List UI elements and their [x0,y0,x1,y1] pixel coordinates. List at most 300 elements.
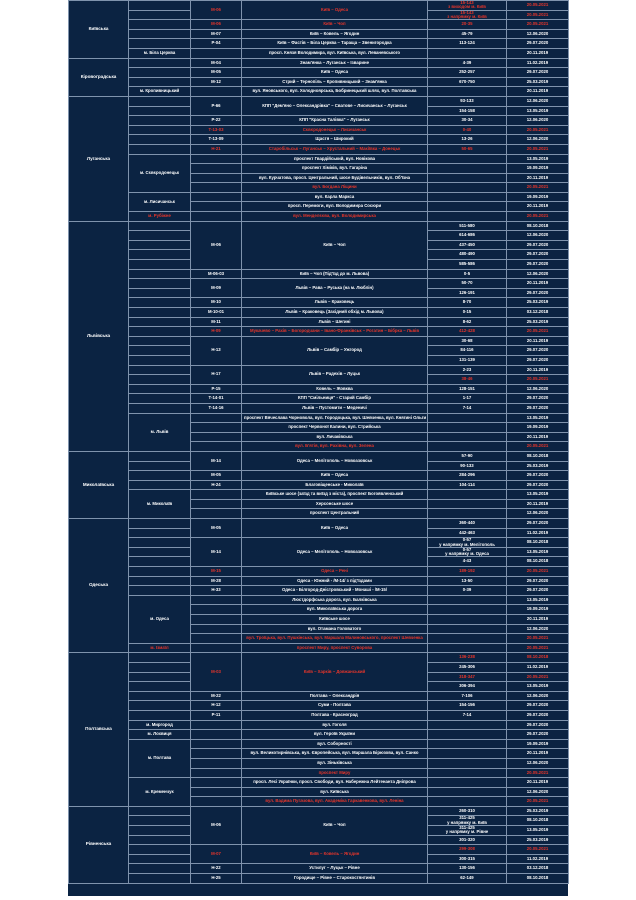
road-code-cell [191,768,242,778]
km-range-cell: 299-308 [428,845,507,855]
date-cell: 20.05.2021 [507,10,569,20]
date-cell: 20.05.2021 [507,183,569,193]
km-range-cell: 1-17 [428,394,507,404]
road-code-cell: М-09 [191,279,242,298]
road-code-cell [191,490,242,500]
km-range-cell: 7-14 [428,710,507,720]
road-code-cell [191,739,242,749]
km-range-cell: 50-70 [428,279,507,289]
city-cell [129,279,191,289]
km-range-cell [428,758,507,768]
city-cell [129,586,191,596]
km-range-cell [428,787,507,797]
date-cell: 20.05.2021 [507,845,569,855]
route-cell: вул. Великотирнівська, вул. Європейська, вул. Маршала Бірюзова, вул. Санко [242,749,428,759]
road-code-cell: М-15 [191,567,242,577]
km-range-cell: 300-315 [428,854,507,864]
date-cell: 19.09.2019 [507,739,569,749]
table-row [69,403,569,413]
road-code-cell [191,499,242,509]
route-cell: проспект Миру [242,768,428,778]
region-cell: Миколаївська [69,451,129,518]
km-range-cell: 412-428 [428,327,507,337]
date-cell: 20.11.2019 [507,778,569,788]
date-cell: 12.06.2020 [507,624,569,634]
city-cell [129,317,191,327]
road-code-cell [191,595,242,605]
km-range-cell [428,413,507,423]
table-row [69,394,569,404]
city-cell [129,1,191,11]
km-range-cell: 15-143 з напрямку м. Київ [428,10,507,20]
city-cell: м. Лисичанськ [129,192,191,211]
km-range-cell: 311-425 у напрямку м. Рівне [428,826,507,836]
route-cell: Устилуг – Луцьк – Рівне [242,864,428,874]
city-cell [129,691,191,701]
region-cell: Львівська [69,221,129,451]
route-cell: Старобільськ – Луганськ – Хрустальний – Макіївка – Донецьк [242,144,428,154]
date-cell: 20.05.2021 [507,375,569,385]
road-code-cell: М-06 [191,221,242,269]
km-range-cell: 4-39 [428,58,507,68]
city-cell: м. Полтава [129,739,191,777]
road-code-cell [191,48,242,58]
km-range-cell: 301-320 [428,835,507,845]
road-code-cell [191,615,242,625]
route-cell: Київ – Ковель – Ягодин [242,29,428,39]
city-cell [129,144,191,154]
route-cell: вул. Героїв України [242,730,428,740]
date-cell: 20.05.2021 [507,768,569,778]
date-cell: 20.05.2021 [507,672,569,682]
road-code-cell [191,423,242,433]
km-range-cell: 0-57 у напрямку м. Одеса [428,547,507,557]
city-cell [129,308,191,318]
km-range-cell [428,730,507,740]
km-range-cell: 7-106 [428,691,507,701]
route-cell: проспект Червоної Калини, вул. Стрийська [242,423,428,433]
date-cell: 08.10.2018 [507,451,569,461]
route-cell: Київ – Чоп [242,221,428,269]
road-code-cell [191,413,242,423]
km-range-cell [428,768,507,778]
date-cell: 13.05.2019 [507,682,569,692]
km-range-cell: 260-310 [428,806,507,816]
city-cell: м. Біла Церква [129,48,191,58]
city-cell [129,231,191,241]
city-cell [129,653,191,663]
date-cell: 12.06.2020 [507,231,569,241]
table-row [69,1,569,11]
city-cell [129,403,191,413]
road-code-cell [191,634,242,644]
table-row [69,68,569,78]
road-code-cell [191,154,242,164]
date-cell: 20.11.2019 [507,48,569,58]
road-code-cell [191,749,242,759]
road-code-cell: М-11 [191,317,242,327]
date-cell: 25.03.2019 [507,461,569,471]
km-range-cell: 126-191 [428,288,507,298]
city-cell [129,662,191,672]
route-cell: Одеса - Южний - /М-14/ з під'їздами [242,576,428,586]
table-row [69,192,569,202]
table-row [69,144,569,154]
city-cell [129,538,191,548]
route-cell: Київ – Одеса [242,68,428,78]
route-cell: Сєвєродонецьк – Лисичанськ [242,125,428,135]
km-range-cell [428,432,507,442]
km-range-cell [428,212,507,222]
city-cell: м. Одеса [129,595,191,643]
km-range-cell: 131-139 [428,355,507,365]
city-cell [129,471,191,481]
km-range-cell: 57-90 [428,451,507,461]
city-cell [129,528,191,538]
route-cell: Полтава – Олександрія [242,691,428,701]
km-range-cell: 0-5 [428,269,507,279]
road-code-cell: М-04 [191,58,242,68]
route-cell: Львів – Рава – Руська (на м. Люблін) [242,279,428,298]
date-cell: 20.05.2021 [507,643,569,653]
date-cell: 13.05.2019 [507,595,569,605]
date-cell: 25.03.2019 [507,835,569,845]
city-cell [129,682,191,692]
route-cell: КПП "Красна Талівка" – Луганськ [242,116,428,126]
road-code-cell: М-06 [191,20,242,30]
km-range-cell: 20-35 [428,20,507,30]
km-range-cell: 306-394 [428,682,507,692]
road-code-cell [191,202,242,212]
road-code-cell [191,797,242,807]
city-cell [129,816,191,826]
table-row [69,451,569,461]
km-range-cell: 154-158 [428,106,507,116]
date-cell: 29.07.2020 [507,720,569,730]
table-row [69,480,569,490]
km-range-cell [428,509,507,519]
city-cell [129,710,191,720]
date-cell: 29.07.2020 [507,346,569,356]
table-row [69,653,569,663]
table-row [69,691,569,701]
date-cell: 12.06.2020 [507,787,569,797]
road-code-cell: Т-13-03 [191,125,242,135]
km-range-cell: 311-425 у напрямку м. Київ [428,816,507,826]
city-cell [129,672,191,682]
km-range-cell: 284-296 [428,471,507,481]
km-range-cell [428,87,507,97]
date-cell: 29.07.2020 [507,355,569,365]
km-range-cell: 0-15 [428,308,507,318]
km-range-cell [428,739,507,749]
city-cell: м. Сєвєродонецьк [129,154,191,192]
table-row [69,221,569,231]
date-cell: 20.05.2021 [507,327,569,337]
date-cell: 20.11.2019 [507,432,569,442]
route-cell: Київське шосе (заїзд та виїзд з міста), проспект Богоявленський [242,490,428,500]
date-cell: 29.07.2020 [507,576,569,586]
city-cell [129,116,191,126]
table-row [69,519,569,529]
route-cell: Знам'янка – Луганськ – Ізварине [242,58,428,68]
road-code-cell: Н-12 [191,701,242,711]
km-range-cell: 245-306 [428,662,507,672]
city-cell [129,298,191,308]
date-cell: 19.09.2019 [507,164,569,174]
km-range-cell [428,490,507,500]
table-row [69,96,569,106]
date-cell: 29.07.2020 [507,260,569,270]
table-row [69,317,569,327]
date-cell: 12.06.2020 [507,758,569,768]
km-range-cell [428,720,507,730]
city-cell [129,384,191,394]
region-cell: Полтавська [69,653,129,807]
date-cell: 20.05.2021 [507,442,569,452]
region-cell: Київська [69,1,129,59]
route-cell: Київ – Чоп [242,20,428,30]
km-range-cell: 30-68 [428,336,507,346]
city-cell [129,327,191,337]
table-row [69,471,569,481]
route-cell: проспект Вячеслава Чорновола, вул. Городоцька, вул. Шевченка, вул. Княгині Ольги [242,413,428,423]
km-range-cell: 585-586 [428,260,507,270]
city-cell: м. Миргород [129,720,191,730]
km-range-cell: 0-40 [428,125,507,135]
km-range-cell: 13-50 [428,576,507,586]
km-range-cell: 189-192 [428,567,507,577]
date-cell: 13.05.2019 [507,106,569,116]
city-cell [129,394,191,404]
city-cell [129,336,191,346]
route-cell: Ковель – Жовква [242,384,428,394]
city-cell: м. Кременчук [129,778,191,807]
table-row [69,586,569,596]
table-row [69,116,569,126]
route-cell: вул. Б'ятія, вул. Рахівна, вул. Зелена [242,442,428,452]
road-code-cell: Н-09 [191,327,242,337]
city-cell [129,845,191,855]
city-cell [129,346,191,356]
km-range-cell: 437-450 [428,240,507,250]
route-cell: Суми - Полтава [242,701,428,711]
table-row [69,643,569,653]
km-range-cell [428,778,507,788]
table-row [69,58,569,68]
road-code-cell: М-03 [191,653,242,691]
km-range-cell: 8-70 [428,298,507,308]
road-code-cell: М-06-03 [191,269,242,279]
city-cell [129,260,191,270]
road-code-cell: М-14 [191,538,242,567]
km-range-cell: 62-149 [428,874,507,884]
km-range-cell [428,624,507,634]
date-cell: 12.06.2020 [507,509,569,519]
table-row [69,384,569,394]
road-code-cell: М-10 [191,298,242,308]
date-cell: 20.05.2021 [507,567,569,577]
route-cell: Львів – Краковець [242,298,428,308]
road-code-cell: М-28 [191,576,242,586]
route-cell: Київське шосе [242,615,428,625]
table-row [69,87,569,97]
table-row [69,864,569,874]
route-cell: Херсонське шосе [242,499,428,509]
road-code-cell: М-12 [191,77,242,87]
km-range-cell: 13-26 [428,135,507,145]
road-code-cell [191,778,242,788]
road-code-cell: Р-66 [191,96,242,115]
route-cell: Київ – Одеса [242,519,428,538]
table-row [69,365,569,375]
route-cell: проспект Гвардійський, вул. Новікова [242,154,428,164]
date-cell: 29.07.2020 [507,471,569,481]
km-range-cell: 84-116 [428,346,507,356]
date-cell: 20.05.2021 [507,125,569,135]
route-cell: Полтава - Красноград [242,710,428,720]
date-cell: 20.11.2019 [507,202,569,212]
date-cell: 29.07.2020 [507,480,569,490]
route-cell: проспект Миру, проспект Суворова [242,643,428,653]
km-range-cell: 360-440 [428,519,507,529]
table-row [69,710,569,720]
date-cell: 20.11.2019 [507,615,569,625]
road-code-cell [191,787,242,797]
route-cell: Стрий – Тернопіль – Кропивницький – Знам'янка [242,77,428,87]
road-code-cell: М-14 [191,451,242,470]
km-range-cell: 30-34 [428,116,507,126]
city-cell [129,77,191,87]
date-cell: 08.10.2018 [507,653,569,663]
km-range-cell: 45-79 [428,29,507,39]
region-cell: Кіровоградська [69,58,129,96]
km-range-cell [428,423,507,433]
route-cell: вул. Курчатова, просп. Центральний, шосе Будівельників, вул. Об'їзна [242,173,428,183]
city-cell [129,826,191,836]
route-cell: КПП "Смільниця" - Старий Самбір [242,394,428,404]
road-code-cell: Т-14-16 [191,403,242,413]
date-cell: 03.12.2018 [507,308,569,318]
road-code-cell [191,164,242,174]
city-cell [129,221,191,231]
road-code-cell: Н-13 [191,336,242,365]
km-range-cell [428,643,507,653]
route-cell: вул. Київська [242,787,428,797]
date-cell: 20.11.2019 [507,749,569,759]
date-cell: 12.06.2020 [507,29,569,39]
road-code-cell: М-07 [191,845,242,864]
km-range-cell [428,605,507,615]
road-code-cell [191,192,242,202]
date-cell: 19.09.2019 [507,192,569,202]
road-works-table [68,0,569,884]
km-range-cell: 4-43 [428,557,507,567]
km-range-cell: 442-463 [428,528,507,538]
table-row [69,29,569,39]
date-cell: 25.03.2019 [507,317,569,327]
table-body [69,1,569,884]
date-cell: 08.10.2018 [507,538,569,548]
date-cell: 20.11.2019 [507,336,569,346]
date-cell: 03.12.2018 [507,864,569,874]
route-cell: Київ – Чоп [242,806,428,844]
km-range-cell [428,164,507,174]
route-cell: вул. Миколаївська дорога [242,605,428,615]
city-cell [129,58,191,68]
route-cell: просп. Лесі Українки, просп. Свободи, вул. Набережна Лейтенанта Дніпрова [242,778,428,788]
km-range-cell: 670-750 [428,77,507,87]
table-row [69,845,569,855]
date-cell: 08.10.2018 [507,816,569,826]
city-cell [129,701,191,711]
date-cell: 13.05.2019 [507,490,569,500]
km-range-cell: 480-490 [428,250,507,260]
table-row [69,269,569,279]
table-row [69,308,569,318]
road-code-cell: Н-22 [191,864,242,874]
date-cell: 20.05.2021 [507,212,569,222]
road-code-cell: М-06 [191,1,242,20]
road-code-cell: М-05 [191,471,242,481]
city-cell [129,39,191,49]
km-range-cell: 38-46 [428,375,507,385]
date-cell: 11.02.2019 [507,528,569,538]
date-cell: 12.06.2020 [507,116,569,126]
date-cell: 12.06.2020 [507,135,569,145]
road-code-cell: М-05 [191,68,242,78]
table-row [69,327,569,337]
table-row [69,48,569,58]
city-cell [129,854,191,864]
date-cell: 29.07.2020 [507,39,569,49]
route-cell: вул. Гоголя [242,720,428,730]
km-range-cell [428,173,507,183]
route-cell: просп. Князя Володимира, вул. Київська, вул. Леваневського [242,48,428,58]
date-cell: 29.07.2020 [507,586,569,596]
road-code-cell: Р-15 [191,384,242,394]
table-row [69,413,569,423]
city-cell [129,365,191,375]
table-row [69,39,569,49]
road-code-cell: Т-13-09 [191,135,242,145]
km-range-cell: 318-347 [428,672,507,682]
date-cell: 20.11.2019 [507,173,569,183]
city-cell [129,557,191,567]
table-row [69,135,569,145]
date-cell: 20.05.2021 [507,20,569,30]
city-cell: м. Рубіжне [129,212,191,222]
table-row [69,490,569,500]
route-cell: Щастя – Широкий [242,135,428,145]
km-range-cell: 8-62 [428,317,507,327]
route-cell: Львів – Пустомити – Меденичі [242,403,428,413]
km-range-cell: 0-39 [428,586,507,596]
date-cell: 20.11.2019 [507,365,569,375]
date-cell: 29.07.2020 [507,730,569,740]
road-code-cell [191,183,242,193]
city-cell [129,864,191,874]
route-cell: вул. Зіньківська [242,758,428,768]
date-cell: 29.07.2020 [507,701,569,711]
city-cell [129,135,191,145]
region-cell: Рівненська [69,806,129,883]
route-cell: вул. Отамана Головатого [242,624,428,634]
city-cell [129,567,191,577]
date-cell: 25.03.2019 [507,77,569,87]
route-cell: вул. Троїцька, вул. Пушкінська, вул. Маршала Малиновського, проспект Шевченка [242,634,428,644]
route-cell: вул. Богдана Ліщини [242,183,428,193]
